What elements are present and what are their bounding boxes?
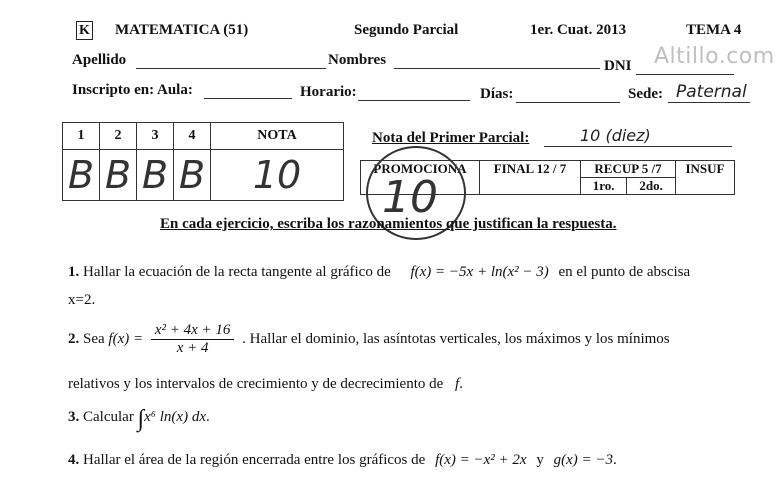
exercise-4-f: f(x) = −x² + 2x (435, 452, 527, 468)
aula-line[interactable] (204, 98, 292, 99)
integral-symbol: ∫ (137, 406, 145, 432)
tema-label: TEMA 4 (686, 22, 742, 38)
primer-parcial-label: Nota del Primer Parcial: (372, 130, 530, 146)
dni-line[interactable] (636, 74, 734, 75)
grades-table (62, 122, 344, 201)
exercise-1-cont: x=2. (68, 292, 96, 308)
final-header: FINAL 12 / 7 (480, 161, 581, 195)
term-label: 1er. Cuat. 2013 (530, 22, 627, 38)
grade-value: B (137, 150, 174, 201)
dni-label: DNI (604, 58, 632, 74)
horario-line[interactable] (358, 100, 470, 101)
promociona-mark: 10 (382, 172, 438, 223)
sede-value: Paternal (676, 82, 747, 102)
exercise-4-g: g(x) = −3 (553, 452, 613, 468)
exercise-1-function: f(x) = −5x + ln(x² − 3) (410, 264, 549, 280)
recup-header: RECUP 5 /7 (581, 161, 676, 178)
sede-line[interactable] (668, 102, 750, 103)
primer-parcial-value: 10 (diez) (580, 126, 651, 145)
watermark-logo: Altillo.com (654, 44, 775, 69)
grade-value: B (174, 150, 211, 201)
dias-label: Días: (480, 86, 514, 102)
nota-header: NOTA (211, 123, 344, 150)
apellido-label: Apellido (72, 52, 127, 68)
exercise-number: 3. (68, 409, 80, 425)
grade-header: 2 (100, 123, 137, 150)
dias-line[interactable] (516, 102, 620, 103)
version-box: K (76, 21, 93, 40)
nota-value: 10 (211, 150, 344, 201)
grade-value: B (100, 150, 137, 201)
exercise-2-fx: f(x) = (108, 330, 144, 347)
grade-value: B (63, 150, 100, 201)
exercise-number: 2. (68, 330, 80, 347)
instructions: En cada ejercicio, escriba los razonamientos que justifican la respuesta. (160, 216, 617, 232)
nombres-label: Nombres (328, 52, 387, 68)
inscripto-label: Inscripto en: Aula: (72, 82, 193, 98)
insuf-header: INSUF (676, 161, 735, 195)
apellido-line[interactable] (136, 68, 326, 69)
subject-title: MATEMATICA (51) (115, 22, 249, 38)
sede-label: Sede: (628, 86, 663, 102)
grade-header: 3 (137, 123, 174, 150)
grade-header: 4 (174, 123, 211, 150)
recup-1ro: 1ro. (581, 178, 627, 195)
exercise-2-fraction: $\frac{\text{x² + 4x + 16}}{x + 4}$ (151, 322, 235, 357)
grade-header: 1 (63, 123, 100, 150)
promociona-header: PROMOCIONA (361, 161, 480, 195)
exercise-1: 1. Hallar la ecuación de la recta tangente al gráfico de f(x) = −5x + ln(x² − 3) en el punto de abscisa (68, 264, 691, 280)
horario-label: Horario: (300, 84, 357, 100)
nombres-line[interactable] (394, 68, 600, 69)
exercise-3: 3. Calcular ∫x⁶ ln(x) dx. (68, 406, 210, 432)
exercise-4: 4. Hallar el área de la región encerrada entre los gráficos de f(x) = −x² + 2x y g(x) = −3. (68, 452, 617, 468)
exercise-2: 2. Sea f(x) = $\frac{\text{x² + 4x + 16}}{x + 4}$ . Hallar el dominio, las asíntotas verticales, los máximos y los mínimos (68, 322, 670, 356)
exercise-3-integrand: x⁶ ln(x) dx (144, 409, 206, 425)
exam-title: Segundo Parcial (354, 22, 459, 38)
exercise-number: 1. (68, 264, 80, 280)
primer-parcial-line (544, 146, 732, 147)
recup-2do: 2do. (627, 178, 676, 195)
exercise-number: 4. (68, 452, 80, 468)
exercise-2-cont: relativos y los intervalos de crecimiento y de decrecimiento de f. (68, 376, 463, 392)
